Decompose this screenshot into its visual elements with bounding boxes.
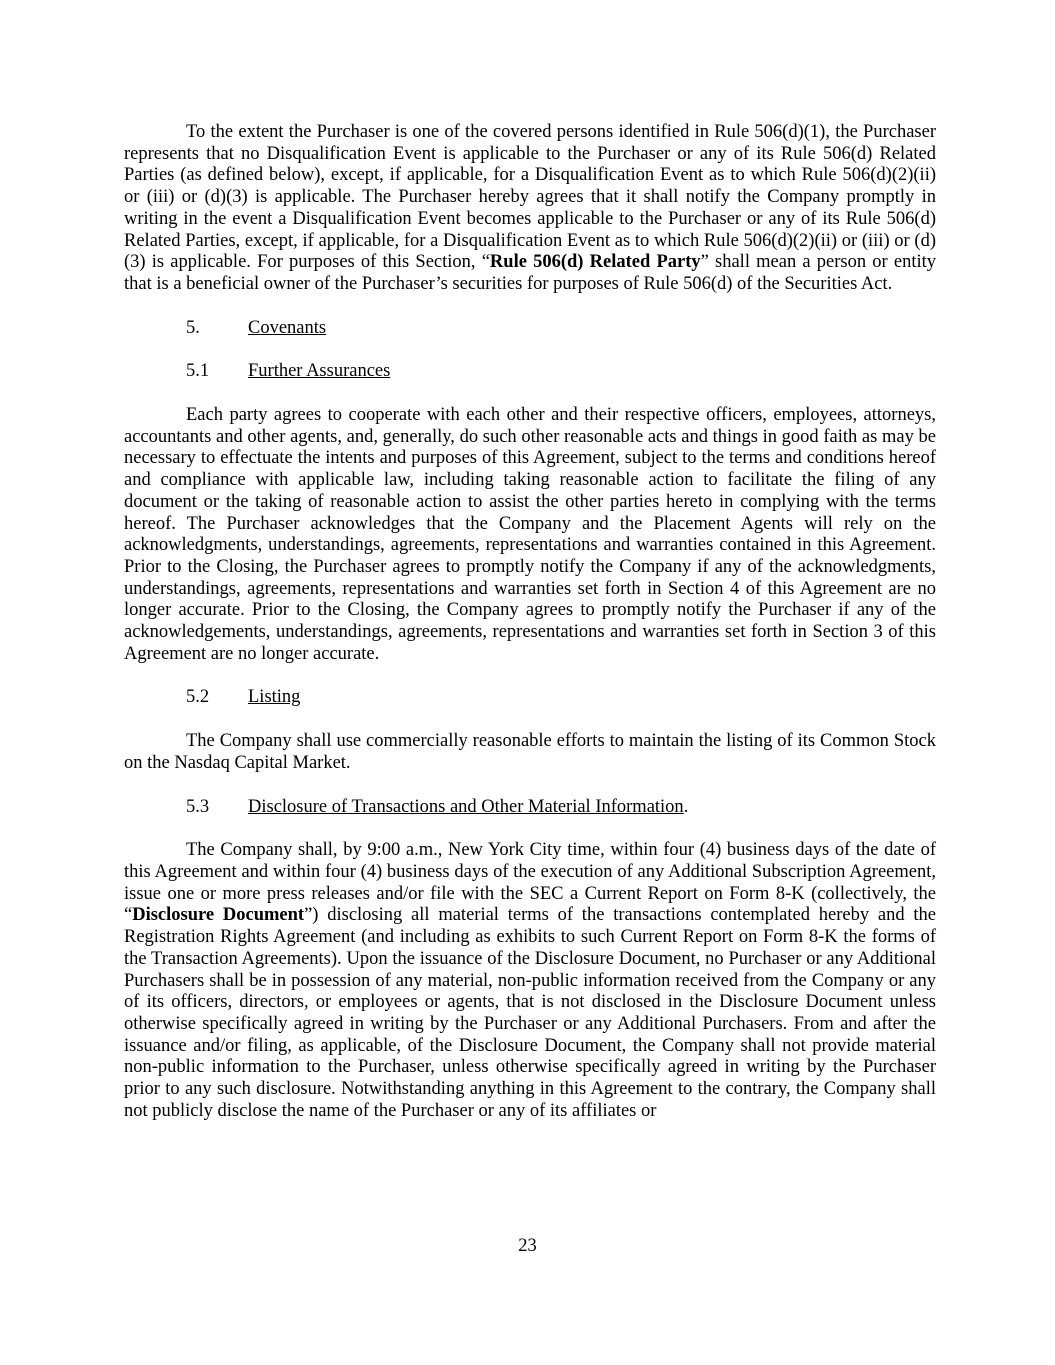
paragraph-listing: The Company shall use commercially reasonable efforts to maintain the listing of its Common Stock on the Nasdaq Capital Market. [124, 731, 936, 773]
section-number: 5. [186, 317, 200, 338]
section-heading-5-1-further-assurances [124, 361, 936, 383]
section-number: 5.3 [186, 796, 210, 817]
section-title: Covenants [248, 317, 327, 338]
page-number: 23 [518, 1236, 537, 1256]
section-heading-5-3-disclosure [124, 797, 936, 819]
document-body [124, 122, 936, 1122]
paragraph-disclosure-document: The Company shall, by 9:00 a.m., New York City time, within four (4) business days of the date of this Agreement and within four (4) business days of the execution of any Additional Subscription Agreement, issue one or more press releases and/or file with the SEC a Current Report on Form 8-K (collectively, the “Disclosure Document”) disclosing all material terms of the transactions contemplated hereby and the Registration Rights Agreement (and including as exhibits to such Current Report on Form 8-K the forms of the Transaction Agreements). Upon the issuance of the Disclosure Document, no Purchaser or any Additional Purchasers shall be in possession of any material, non-public information received from the Company or any of its officers, directors, or employees or agents, that is not disclosed in the Disclosure Document unless otherwise specifically agreed in writing by the Purchaser or any Additional Purchasers. From and after the issuance and/or filing, as applicable, of the Disclosure Document, the Company shall not provide material non-public information to the Purchaser, unless otherwise specifically agreed in writing by the Purchaser prior to any such disclosure. Notwithstanding anything in this Agreement to the contrary, the Company shall not publicly disclose the name of the Purchaser or any of its affiliates or [124, 840, 937, 1121]
section-title: Disclosure of Transactions and Other Material Information [248, 796, 684, 817]
section-heading-5-covenants [124, 318, 936, 340]
paragraph-further-assurances: Each party agrees to cooperate with each other and their respective officers, employees, attorneys, accountants and other agents, and, generally, do such other reasonable acts and things in good faith as may be necessary to effectuate the intents and purposes of this Agreement, subject to the terms and conditions hereof and compliance with applicable law, including taking reasonable action to facilitate the filing of any document or the taking of reasonable action to assist the other parties hereto in complying with the terms hereof. The Purchaser acknowledges that the Company and the Placement Agents will rely on the acknowledgments, understandings, agreements, representations and warranties contained in this Agreement. Prior to the Closing, the Purchaser agrees to promptly notify the Company if any of the acknowledgments, understandings, agreements, representations and warranties set forth in Section 4 of this Agreement are no longer accurate. Prior to the Closing, the Company agrees to promptly notify the Purchaser if any of the acknowledgements, understandings, agreements, representations and warranties set forth in Section 3 of this Agreement are no longer accurate. [124, 405, 936, 664]
paragraph-rule-506d-representation: To the extent the Purchaser is one of the covered persons identified in Rule 506(d)(1), the Purchaser represents that no Disqualification Event is applicable to the Purchaser or any of its Rule 506(d) Related Parties (as defined below), except, if applicable, for a Disqualification Event as to which Rule 506(d)(2)(ii) or (iii) or (d)(3) is applicable. The Purchaser hereby agrees that it shall notify the Company promptly in writing in the event a Disqualification Event becomes applicable to the Purchaser or any of its Rule 506(d) Related Parties, except, if applicable, for a Disqualification Event as to which Rule 506(d)(2)(ii) or (iii) or (d)(3) is applicable. For purposes of this Section, “Rule 506(d) Related Party” shall mean a person or entity that is a beneficial owner of the Purchaser’s securities for purposes of Rule 506(d) of the Securities Act. [124, 122, 936, 294]
section-number: 5.1 [186, 361, 210, 382]
section-number: 5.2 [186, 687, 210, 708]
section-title-wrap [248, 797, 688, 819]
section-title-suffix: . [683, 796, 689, 817]
section-heading-5-2-listing [124, 687, 936, 709]
section-title: Further Assurances [248, 361, 391, 382]
section-title: Listing [248, 687, 301, 708]
